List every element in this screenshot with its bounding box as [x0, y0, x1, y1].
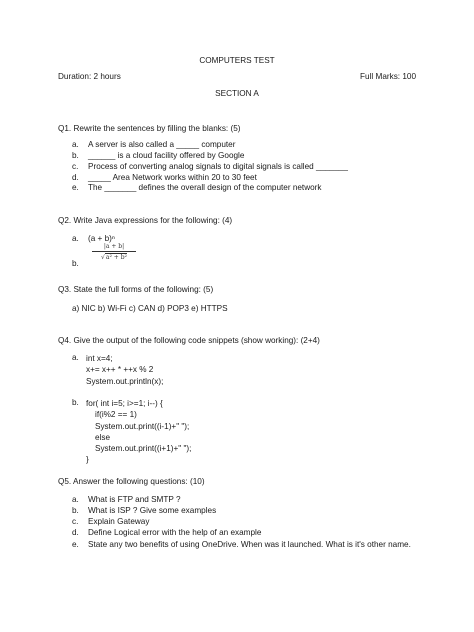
item-text: State any two benefits of using OneDrive. When was it launched. What is it's other name.: [88, 540, 411, 549]
list-item: [72, 528, 261, 537]
item-label: b.: [72, 151, 79, 160]
code-line: int x=4;: [86, 354, 113, 363]
item-text: A server is also called a _____ computer: [88, 140, 236, 149]
question-4: Q4. Give the output of the following code snippets (show working): (2+4): [58, 336, 320, 345]
item-text: What is ISP ? Give some examples: [88, 506, 217, 515]
item-text: _____ Area Network works within 20 to 30 feet: [88, 173, 257, 182]
section-heading: SECTION A: [215, 89, 259, 98]
item-text: Process of converting analog signals to digital signals is called _______: [88, 162, 348, 171]
question-2: Q2. Write Java expressions for the following: (4): [58, 216, 233, 225]
code-line: System.out.print((i+1)+" ");: [95, 444, 192, 454]
code-line: for( int i=5; i>=1; i--) {: [86, 399, 163, 408]
item-label: e.: [72, 540, 79, 549]
item-label: a.: [72, 140, 79, 149]
code-line: System.out.print((i-1)+" ");: [95, 421, 190, 431]
item-label: b.: [72, 398, 79, 407]
code-line: x+= x++ * ++x % 2: [86, 365, 154, 375]
fraction-numerator: |a + b|: [92, 243, 136, 252]
list-item: [72, 495, 181, 504]
code-line: System.out.println(x);: [86, 376, 164, 386]
duration-text: Duration: 2 hours: [58, 72, 121, 81]
question-1: Q1. Rewrite the sentences by filling the blanks: (5): [58, 124, 241, 133]
item-label: b.: [72, 506, 79, 515]
list-item: [72, 151, 244, 160]
item-text: What is FTP and SMTP ?: [88, 495, 181, 504]
item-text: Define Logical error with the help of an example: [88, 528, 262, 537]
question-3: Q3. State the full forms of the following: (5): [58, 285, 214, 294]
item-label: c.: [72, 517, 79, 526]
item-label: e.: [72, 183, 79, 192]
code-line: else: [95, 432, 111, 442]
item-label: a.: [72, 234, 79, 243]
list-item: [72, 140, 235, 149]
page-title: COMPUTERS TEST: [199, 56, 275, 65]
item-text: Explain Gateway: [88, 517, 150, 526]
full-forms-list: a) NIC b) Wi-Fi c) CAN d) POP3 e) HTTPS: [72, 304, 228, 313]
list-item: [72, 506, 216, 515]
list-item: [72, 540, 411, 549]
item-label: a.: [72, 353, 79, 362]
fraction-denominator: [92, 252, 136, 261]
sqrt-radicand: a² + b²: [105, 254, 127, 261]
item-label: d.: [72, 528, 79, 537]
list-item: [72, 234, 115, 243]
item-label: c.: [72, 162, 79, 171]
expression-b-fraction: [92, 243, 136, 261]
list-item: [72, 162, 348, 171]
list-item: [72, 259, 88, 268]
full-marks-text: Full Marks: 100: [360, 72, 416, 81]
item-label: a.: [72, 495, 79, 504]
code-line: if(i%2 == 1): [95, 410, 137, 420]
list-item: [72, 517, 149, 526]
sqrt-symbol: √: [101, 254, 105, 261]
item-label: d.: [72, 173, 79, 182]
item-text: ______ is a cloud facility offered by Google: [88, 151, 245, 160]
list-item: [72, 173, 257, 182]
code-line: }: [86, 455, 89, 465]
list-item: [72, 183, 322, 192]
item-label: b.: [72, 259, 79, 268]
item-text: The _______ defines the overall design of the computer network: [88, 183, 322, 192]
code-snippet-b: [86, 398, 191, 466]
question-5: Q5. Answer the following questions: (10): [58, 477, 205, 486]
code-snippet-a: [86, 353, 163, 387]
expression-a: (a + b)ⁿ: [88, 234, 115, 243]
